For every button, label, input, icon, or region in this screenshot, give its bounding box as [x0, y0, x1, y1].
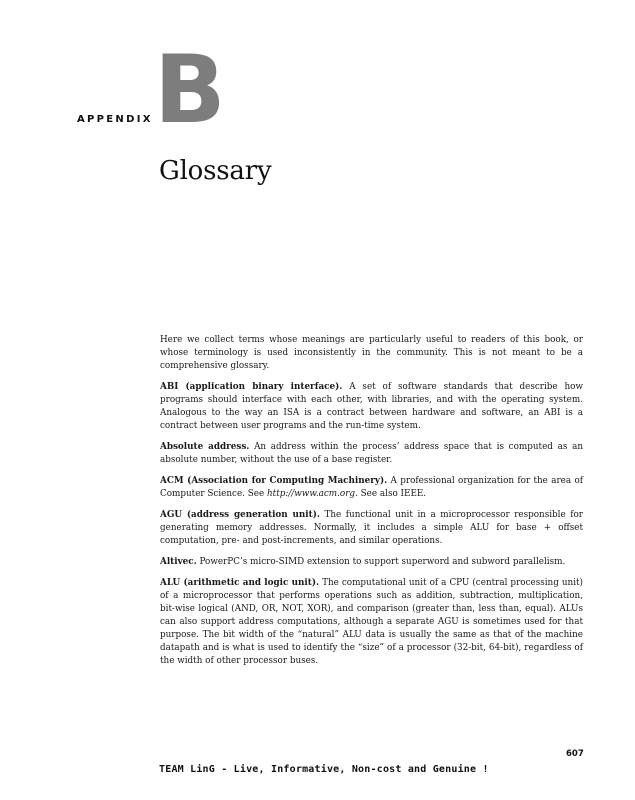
glossary-entry-absolute-address: [160, 441, 583, 467]
appendix-letter: B: [154, 36, 226, 145]
glossary-term: Altivec.: [160, 557, 197, 567]
glossary-definition: PowerPC’s micro-SIMD extension to support superword and subword parallelism.: [196, 557, 566, 567]
glossary-term: AGU (address generation unit).: [160, 510, 320, 520]
glossary-body: [160, 334, 583, 676]
glossary-definition: A professional organization for the area of Computer Science. See: [160, 476, 583, 499]
glossary-definition: A set of software standards that describe how programs should interface with each other, with libraries, and with the operating system. Analogous to the way an ISA is a contract between hardware and software, an ABI is a contract between user programs and the run-time system.: [160, 382, 583, 431]
glossary-entry-altivec: [160, 556, 583, 569]
page-title: Glossary: [159, 156, 272, 186]
glossary-definition: The functional unit in a microprocessor responsible for generating memory addresses. Normally, it includes a simple ALU for base + offset computation, pre- and post-increments, and similar operations.: [160, 510, 583, 546]
glossary-entry-abi: [160, 381, 583, 433]
watermark-text: TEAM LinG - Live, Informative, Non-cost and Genuine !: [159, 764, 489, 775]
acm-url-link[interactable]: http://www.acm.org: [267, 489, 356, 499]
glossary-entry-alu: [160, 577, 583, 668]
glossary-term: ABI (application binary interface).: [160, 382, 343, 392]
glossary-term: ALU (arithmetic and logic unit).: [160, 578, 320, 588]
glossary-definition: The computational unit of a CPU (central processing unit) of a microprocessor that performs operations such as addition, subtraction, multiplication, bit-wise logical (AND, OR, NOT, XOR), and comparison (greater than, less than, equal). ALUs can also support address computations, although a separate AGU is sometimes used for that purpose. The bit width of the “natural” ALU data is usually the same as that of the machine datapath and is what is used to identify the “size” of a processor (32-bit, 64-bit), regardless of the width of other processor buses.: [160, 578, 583, 666]
glossary-definition: An address within the process’ address space that is computed as an absolute number, without the use of a base register.: [160, 442, 583, 465]
appendix-label: APPENDIX: [77, 114, 153, 125]
glossary-entry-agu: [160, 509, 583, 548]
glossary-entry-acm: [160, 475, 583, 501]
page-number: 607: [566, 749, 584, 759]
glossary-term: Absolute address.: [160, 442, 250, 452]
glossary-definition: . See also IEEE.: [355, 489, 427, 499]
glossary-term: ACM (Association for Computing Machinery).: [160, 476, 388, 486]
intro-paragraph: Here we collect terms whose meanings are particularly useful to readers of this book, or whose terminology is used inconsistently in the community. This is not meant to be a comprehensive glossary.: [160, 335, 583, 371]
